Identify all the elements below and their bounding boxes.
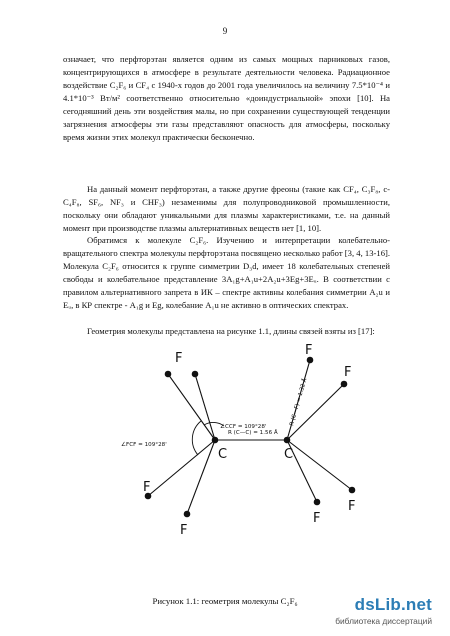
atom-f [184,511,191,518]
label-f: F [180,523,188,538]
bond-cf-right-lower [287,440,352,490]
paragraph-greenhouse: означает, что перфторэтан является одним из самых мощных парниковых газов, концентрирующихся в атмосфере в результате деятельности человека. Радиационное воздействие C₂F₆ и CF₄ с 1940-х годов до 2001 года увеличилось на величину 7.5*10⁻⁴ и 4.1*10⁻³ Вт/м² соответственно относительно «доиндустриальной» эпохи [10]. На сегодняшний день эти воздействия малы, но при сохранении существующей тенденции загрязнения атмосферы эти газы представляют опасность для атмосферы, поскольку время жизни этих молекул практически бесконечно. [63,54,390,142]
label-f: F [175,351,183,366]
page-number: 9 [222,26,228,36]
label-angle-ccf: ∠CCF = 109°28' [220,424,267,430]
atom-f [341,381,348,388]
watermark-tagline: библиотека диссертаций [335,616,432,626]
atom-f [165,371,172,378]
atom-c-left [212,437,219,444]
paragraph-molecule: Обратимся к молекуле C₂F₆. Изучению и интерпретации колебательно-вращательного спектра молекулы перфторэтана посвящено несколько работ [3, 4, 13-16]. Молекула C₂F₆ относится к группе симметрии D₃d, имеет 18 колебательных степеней свободы и колебательное представление 3A₁g+A₁u+2A₂u+3Eg+3Eᵤ. В соответствии с правилом альтернативного запрета в ИК – спектре активны колебания симметрии A₂u и Eᵤ, в КР спектре - A₁g и Eg, колебание A₁u не активно в оптических спектрах. [63,235,390,310]
label-f: F [305,344,313,358]
atom-f [314,499,321,506]
label-f: F [313,511,321,526]
label-bond-cf: R (C—F) = 1.32 Å [289,377,309,427]
atom-f [192,371,199,378]
paragraph-geometry: Геометрия молекулы представлена на рисунке 1.1, длины связей взяты из [17]: [87,326,375,336]
label-bond-cc: R (C—C) = 1.56 Å [228,430,278,436]
label-c-left: C [218,447,228,462]
label-f: F [344,365,352,380]
label-c-right: C [284,447,294,462]
watermark-logo: dsLib.net [354,595,432,614]
watermark [335,595,432,626]
angle-arc-fcf [192,421,201,455]
molecule-diagram [100,344,370,584]
paragraph-freons: На данный момент перфторэтан, а также другие фреоны (такие как CF₄, C₃F₈, c-C₄F₈, SF₆, NF₃ и CHF₃) незаменимы для полупроводниковой промышленности, поскольку они обладают уникальными для плазмы характеристиками, т.е. на данный момент при производстве плазмы альтернативных веществ нет [1, 10]. [63,184,390,233]
atom-f [349,487,356,494]
bond-cf-left-upper [195,374,215,440]
label-f: F [143,480,151,495]
label-f: F [348,499,356,514]
figure-caption: Рисунок 1.1: геометрия молекулы C₂F₆ [152,596,298,606]
bond-cf-left-top [168,374,215,440]
atom-c-right [284,437,291,444]
label-angle-fcf: ∠FCF = 109°28' [121,442,167,448]
